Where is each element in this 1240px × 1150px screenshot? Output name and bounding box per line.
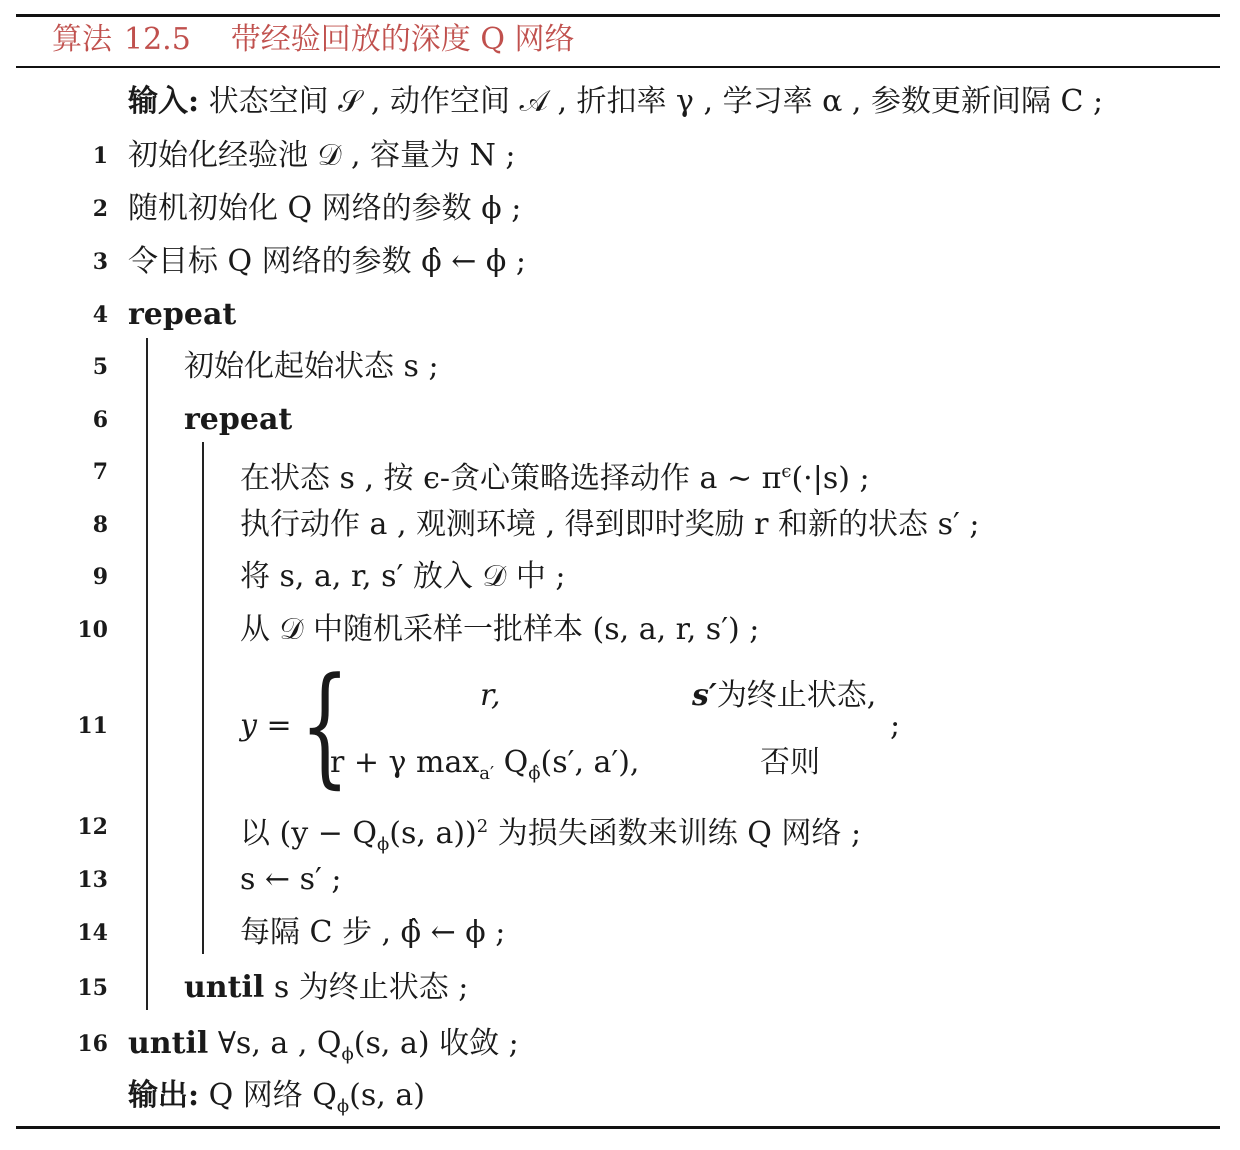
step-12-post: 为损失函数来训练 Q 网络 ;	[488, 816, 862, 851]
bottom-rule	[16, 1126, 1220, 1129]
algorithm-number: 12.5	[124, 22, 191, 57]
step-8	[240, 505, 979, 545]
case2-condition: 否则	[760, 745, 820, 780]
step-3	[128, 242, 526, 282]
step-14-text: 每隔 C 步 , ϕ̂ ← ϕ ;	[240, 915, 506, 950]
step-5	[184, 347, 439, 387]
step-7-text: 在状态 s , 按 ϵ-贪心策略选择动作 a ∼ π	[240, 461, 782, 496]
piecewise-trail: ;	[890, 708, 901, 743]
output-pre: Q 网络 Q	[208, 1078, 337, 1113]
step-1-text: 初始化经验池 𝒟 , 容量为 N ;	[128, 138, 516, 173]
line-number: 9	[92, 564, 108, 590]
output-line	[128, 1076, 425, 1127]
line-number: 15	[77, 975, 108, 1001]
line-number: 7	[92, 459, 108, 485]
input-keyword: 输入:	[128, 84, 200, 119]
input-line	[128, 82, 1103, 122]
case2-value	[330, 743, 639, 794]
line-number: 1	[92, 143, 108, 169]
line-number: 13	[77, 867, 108, 893]
case1-cond-bold: s′	[692, 678, 717, 713]
case1-value: r,	[480, 678, 501, 713]
step-13-text: s ← s′ ;	[240, 862, 342, 897]
until-keyword: until	[128, 1026, 209, 1061]
step-10-text: 从 𝒟 中随机采样一批样本 (s, a, r, s′) ;	[240, 612, 760, 647]
line-number: 12	[77, 814, 108, 840]
piecewise-lhs: y =	[240, 708, 292, 743]
line-number: 14	[77, 920, 108, 946]
step-14	[240, 913, 505, 953]
line-number: 16	[77, 1031, 108, 1057]
output-post: (s, a)	[349, 1078, 425, 1113]
case2-pre: r + γ max	[330, 745, 480, 780]
step-2	[128, 189, 521, 229]
output-keyword: 输出:	[128, 1078, 200, 1113]
case1-condition	[692, 676, 876, 716]
phi-subscript: ϕ	[336, 1096, 350, 1117]
line-number: 5	[92, 354, 108, 380]
repeat-keyword: repeat	[184, 402, 293, 437]
square-superscript: 2	[476, 816, 489, 837]
phi-subscript: ϕ	[341, 1044, 354, 1065]
case2-q: Q	[494, 745, 529, 780]
step-9	[240, 557, 565, 597]
phi-subscript: ϕ	[377, 834, 390, 855]
step-13	[240, 860, 341, 900]
case2-sub-a: a′	[479, 763, 495, 784]
step-16-pre: ∀s, a , Q	[208, 1026, 342, 1061]
until-keyword: until	[184, 970, 265, 1005]
input-text: 状态空间 𝒮 , 动作空间 𝒜 , 折扣率 γ , 学习率 α , 参数更新间隔 C ;	[208, 84, 1104, 119]
header-rule	[16, 66, 1220, 68]
step-12-pre: 以 (y − Q	[240, 816, 377, 851]
step-16	[128, 1024, 519, 1075]
step-8-text: 执行动作 a , 观测环境 , 得到即时奖励 r 和新的状态 s′ ;	[240, 507, 980, 542]
step-7-tail: (·|s) ;	[791, 461, 870, 496]
line-number: 2	[92, 196, 108, 222]
step-12	[240, 807, 861, 865]
step-6-repeat	[184, 400, 292, 440]
line-number: 8	[92, 512, 108, 538]
step-10	[240, 610, 759, 650]
step-2-text: 随机初始化 Q 网络的参数 ϕ ;	[128, 191, 522, 226]
epsilon-superscript: ϵ	[781, 461, 792, 482]
step-15	[184, 968, 468, 1008]
line-number: 11	[77, 713, 108, 739]
step-12-mid: (s, a))	[389, 816, 477, 851]
outer-loop-bar	[146, 338, 148, 1010]
step-16-post: (s, a) 收敛 ;	[353, 1026, 519, 1061]
case1-cond-text: 为终止状态,	[716, 678, 877, 713]
step-9-text: 将 s, a, r, s′ 放入 𝒟 中 ;	[240, 559, 566, 594]
line-number: 3	[92, 249, 108, 275]
algorithm-label: 算法	[52, 22, 112, 57]
step-5-text: 初始化起始状态 s ;	[184, 349, 439, 384]
left-brace: {	[300, 649, 350, 801]
algorithm-title	[52, 14, 574, 58]
algorithm-name: 带经验回放的深度 Q 网络	[230, 22, 575, 57]
case2-sub-phi-hat: ϕ̂	[528, 763, 541, 784]
step-7	[240, 452, 870, 499]
step-3-text: 令目标 Q 网络的参数 ϕ̂ ← ϕ ;	[128, 244, 526, 279]
step-4-repeat	[128, 295, 236, 335]
line-number: 10	[77, 617, 108, 643]
inner-loop-bar	[202, 442, 204, 954]
case2-post: (s′, a′),	[540, 745, 640, 780]
line-number: 6	[92, 407, 108, 433]
step-15-text: s 为终止状态 ;	[264, 970, 469, 1005]
line-number: 4	[92, 302, 108, 328]
step-1	[128, 136, 516, 176]
repeat-keyword: repeat	[128, 297, 237, 332]
